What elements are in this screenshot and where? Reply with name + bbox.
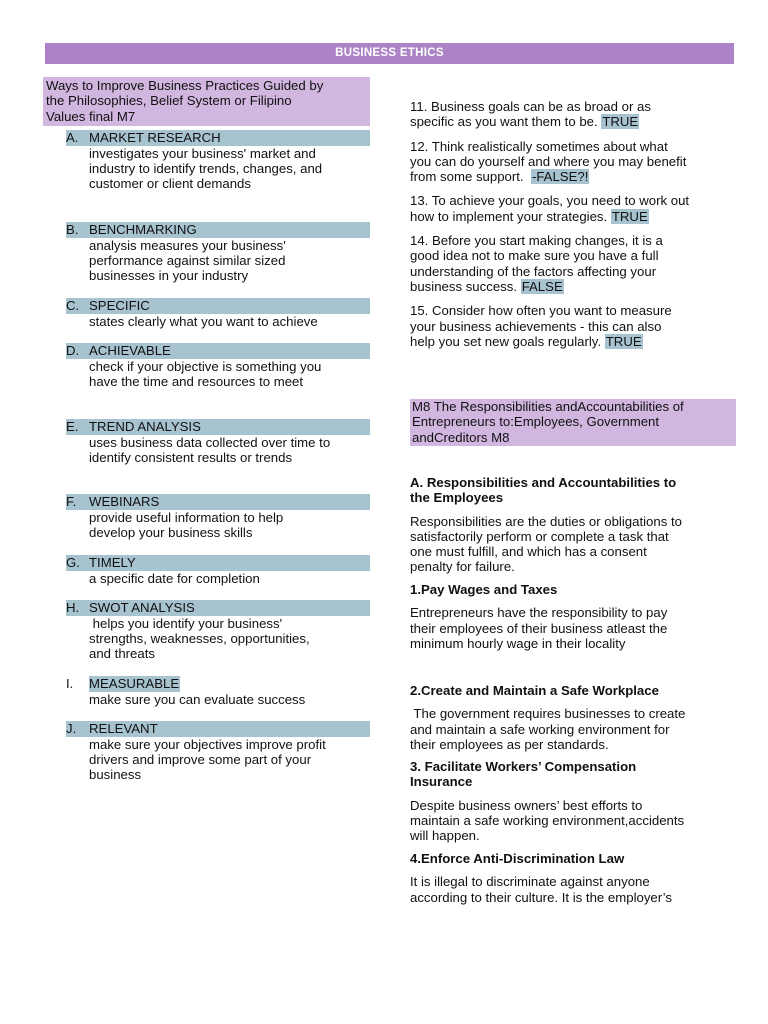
point-heading: 3. Facilitate Workers’ Compensation Insurance — [410, 759, 637, 790]
module-8-header: M8 The Responsibilities andAccountabilities of Entrepreneurs to:Employees, Government andCreditors M8 — [410, 399, 736, 446]
left-column — [43, 77, 370, 783]
item-label: WEBINARS — [89, 494, 160, 509]
item-description: provide useful information to help develop your business skills — [89, 509, 284, 540]
point-text: The government requires businesses to create and maintain a safe working environment for their employees as per standards. — [410, 706, 686, 752]
point-4 — [410, 851, 736, 905]
item-label: MEASURABLE — [89, 676, 180, 691]
section-text: Responsibilities are the duties or obligations to satisfactorily perform or complete a task that one must fulfill, and which has a consent penalty for failure. — [410, 513, 682, 575]
list-item-trend-analysis: E. TREND ANALYSIS uses business data collected over time to identify consistent results or trends — [66, 419, 370, 465]
point-text: It is illegal to discriminate against anyone according to their culture. It is the employer’s — [410, 874, 672, 905]
item-label: BENCHMARKING — [89, 222, 197, 237]
item-description: a specific date for completion — [89, 570, 260, 586]
item-label: ACHIEVABLE — [89, 343, 171, 358]
item-description: make sure you can evaluate success — [89, 691, 306, 707]
list-item-achievable: D. ACHIEVABLE check if your objective is something you have the time and resources to meet — [66, 343, 370, 389]
item-label: MARKET RESEARCH — [89, 130, 221, 145]
list-item-market-research: A. MARKET RESEARCH investigates your business' market and industry to identify trends, changes, and customer or client demands — [66, 130, 370, 191]
item-description: check if your objective is something you have the time and resources to meet — [89, 358, 322, 389]
right-column — [410, 99, 736, 905]
section-heading: A. Responsibilities and Accountabilities to the Employees — [410, 475, 677, 506]
point-3 — [410, 759, 736, 843]
quiz-questions — [410, 99, 736, 349]
item-label: RELEVANT — [89, 721, 158, 736]
item-label: TIMELY — [89, 555, 136, 570]
module-7-header: Ways to Improve Business Practices Guided by the Philosophies, Belief System or Filipino Values final M7 — [43, 77, 370, 126]
list-item-specific: C. SPECIFIC states clearly what you want to achieve — [66, 298, 370, 329]
item-description: investigates your business' market and industry to identify trends, changes, and customer or client demands — [89, 145, 323, 192]
question-12: 12. Think realistically sometimes about what you can do yourself and where you may benefit from some support. -FALSE?! — [410, 138, 687, 185]
point-heading: 4.Enforce Anti-Discrimination Law — [410, 851, 625, 866]
item-description: states clearly what you want to achieve — [89, 313, 318, 329]
section-a — [410, 475, 736, 575]
question-13: 13. To achieve your goals, you need to work out how to implement your strategies. TRUE — [410, 193, 690, 224]
point-1 — [410, 582, 736, 651]
item-label: TREND ANALYSIS — [89, 419, 201, 434]
item-description: uses business data collected over time to identify consistent results or trends — [89, 434, 331, 465]
point-2 — [410, 683, 736, 752]
point-heading: 2.Create and Maintain a Safe Workplace — [410, 683, 659, 698]
page-title: BUSINESS ETHICS — [45, 43, 734, 64]
point-heading: 1.Pay Wages and Taxes — [410, 582, 558, 597]
list-item-swot-analysis: H. SWOT ANALYSIS helps you identify your business' strengths, weaknesses, opportunities, and threats — [66, 600, 370, 661]
answer-badge: FALSE — [521, 278, 563, 294]
answer-badge: TRUE — [602, 114, 639, 130]
question-11: 11. Business goals can be as broad or as specific as you want them to be. TRUE — [410, 99, 651, 130]
answer-badge: TRUE — [605, 333, 642, 349]
item-description: helps you identify your business' strengths, weaknesses, opportunities, and threats — [89, 615, 310, 662]
item-label: SPECIFIC — [89, 298, 150, 313]
list-item-timely: G. TIMELY a specific date for completion — [66, 555, 370, 586]
answer-badge: TRUE — [611, 208, 648, 224]
item-description: analysis measures your business' performance against similar sized businesses in your industry — [89, 237, 286, 284]
list-item-relevant: J. RELEVANT make sure your objectives improve profit drivers and improve some part of your business — [66, 721, 370, 782]
question-14: 14. Before you start making changes, it is a good idea not to make sure you have a full understanding of the factors affecting your business success. FALSE — [410, 233, 663, 294]
list-item-benchmarking: B. BENCHMARKING analysis measures your business' performance against similar sized businesses in your industry — [66, 222, 370, 283]
point-text: Despite business owners’ best efforts to maintain a safe working environment,accidents will happen. — [410, 797, 685, 844]
point-text: Entrepreneurs have the responsibility to pay their employees of their business atleast the minimum hourly wage in their locality — [410, 605, 668, 651]
list-item-measurable: I. MEASURABLE make sure you can evaluate success — [66, 676, 370, 707]
answer-badge: -FALSE?! — [531, 169, 589, 185]
item-label: SWOT ANALYSIS — [89, 600, 195, 615]
item-description: make sure your objectives improve profit drivers and improve some part of your business — [89, 736, 326, 783]
question-15: 15. Consider how often you want to measure your business achievements - this can also help you set new goals regularly. TRUE — [410, 303, 672, 349]
list-item-webinars: F. WEBINARS provide useful information to help develop your business skills — [66, 494, 370, 540]
